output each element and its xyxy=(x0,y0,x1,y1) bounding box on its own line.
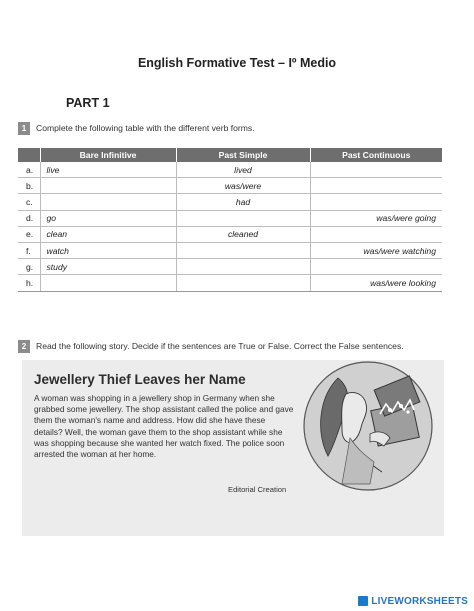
exercise-2-number: 2 xyxy=(18,340,30,353)
exercise-1-instruction: Complete the following table with the different verb forms. xyxy=(36,123,255,133)
row-letter: h. xyxy=(18,275,40,291)
row-letter: a. xyxy=(18,162,40,178)
past-simple-cell[interactable]: was/were xyxy=(176,178,310,194)
past-continuous-cell[interactable] xyxy=(310,162,442,178)
past-simple-cell[interactable]: had xyxy=(176,194,310,210)
infinitive-cell[interactable]: study xyxy=(40,259,176,275)
table-row xyxy=(18,178,442,194)
row-letter: d. xyxy=(18,210,40,226)
row-letter: g. xyxy=(18,259,40,275)
past-simple-cell[interactable] xyxy=(176,210,310,226)
verb-forms-table xyxy=(18,148,442,292)
infinitive-cell[interactable]: clean xyxy=(40,226,176,242)
past-continuous-cell[interactable]: was/were going xyxy=(310,210,442,226)
infinitive-cell[interactable]: watch xyxy=(40,242,176,258)
row-letter: b. xyxy=(18,178,40,194)
past-continuous-cell[interactable] xyxy=(310,226,442,242)
table-row xyxy=(18,226,442,242)
woman-jewellery-box-illustration xyxy=(300,338,440,508)
story-text: A woman was shopping in a jewellery shop in Germany when she grabbed some jewellery. The shop assistant called the police and gave them the woman's name and address. How did she have these details? Well, the woman gave them to the shop assistant while she was shopping because she wanted her watch fixed. The police soon arrested the woman at her home. xyxy=(34,393,294,460)
header-past-simple: Past Simple xyxy=(176,148,310,162)
story-box xyxy=(22,360,444,536)
story-credit: Editorial Creation xyxy=(228,485,287,494)
past-continuous-cell[interactable] xyxy=(310,178,442,194)
part-heading: PART 1 xyxy=(66,96,110,110)
infinitive-cell[interactable] xyxy=(40,178,176,194)
row-letter: f. xyxy=(18,242,40,258)
past-simple-cell[interactable] xyxy=(176,242,310,258)
table-row xyxy=(18,162,442,178)
document-title: English Formative Test – Iº Medio xyxy=(137,56,337,70)
header-past-continuous: Past Continuous xyxy=(310,148,442,162)
table-row xyxy=(18,275,442,291)
header-letter xyxy=(18,148,40,162)
infinitive-cell[interactable]: live xyxy=(40,162,176,178)
exercise-2-instruction: Read the following story. Decide if the sentences are True or False. Correct the False sentences. xyxy=(36,341,404,351)
table-row xyxy=(18,210,442,226)
footer-brand xyxy=(358,595,468,607)
table-header-row xyxy=(18,148,442,162)
past-continuous-cell[interactable] xyxy=(310,259,442,275)
past-simple-cell[interactable] xyxy=(176,275,310,291)
table-row xyxy=(18,242,442,258)
past-simple-cell[interactable] xyxy=(176,259,310,275)
past-continuous-cell[interactable]: was/were watching xyxy=(310,242,442,258)
row-letter: e. xyxy=(18,226,40,242)
infinitive-cell[interactable] xyxy=(40,194,176,210)
table-row xyxy=(18,194,442,210)
story-title: Jewellery Thief Leaves her Name xyxy=(34,372,246,387)
row-letter: c. xyxy=(18,194,40,210)
past-continuous-cell[interactable]: was/were looking xyxy=(310,275,442,291)
past-simple-cell[interactable]: cleaned xyxy=(176,226,310,242)
brand-label: LIVEWORKSHEETS xyxy=(371,595,468,607)
exercise-1-number: 1 xyxy=(18,122,30,135)
table-row xyxy=(18,259,442,275)
header-bare-infinitive: Bare Infinitive xyxy=(40,148,176,162)
past-simple-cell[interactable]: lived xyxy=(176,162,310,178)
past-continuous-cell[interactable] xyxy=(310,194,442,210)
infinitive-cell[interactable]: go xyxy=(40,210,176,226)
infinitive-cell[interactable] xyxy=(40,275,176,291)
liveworksheets-logo-icon xyxy=(358,596,368,606)
